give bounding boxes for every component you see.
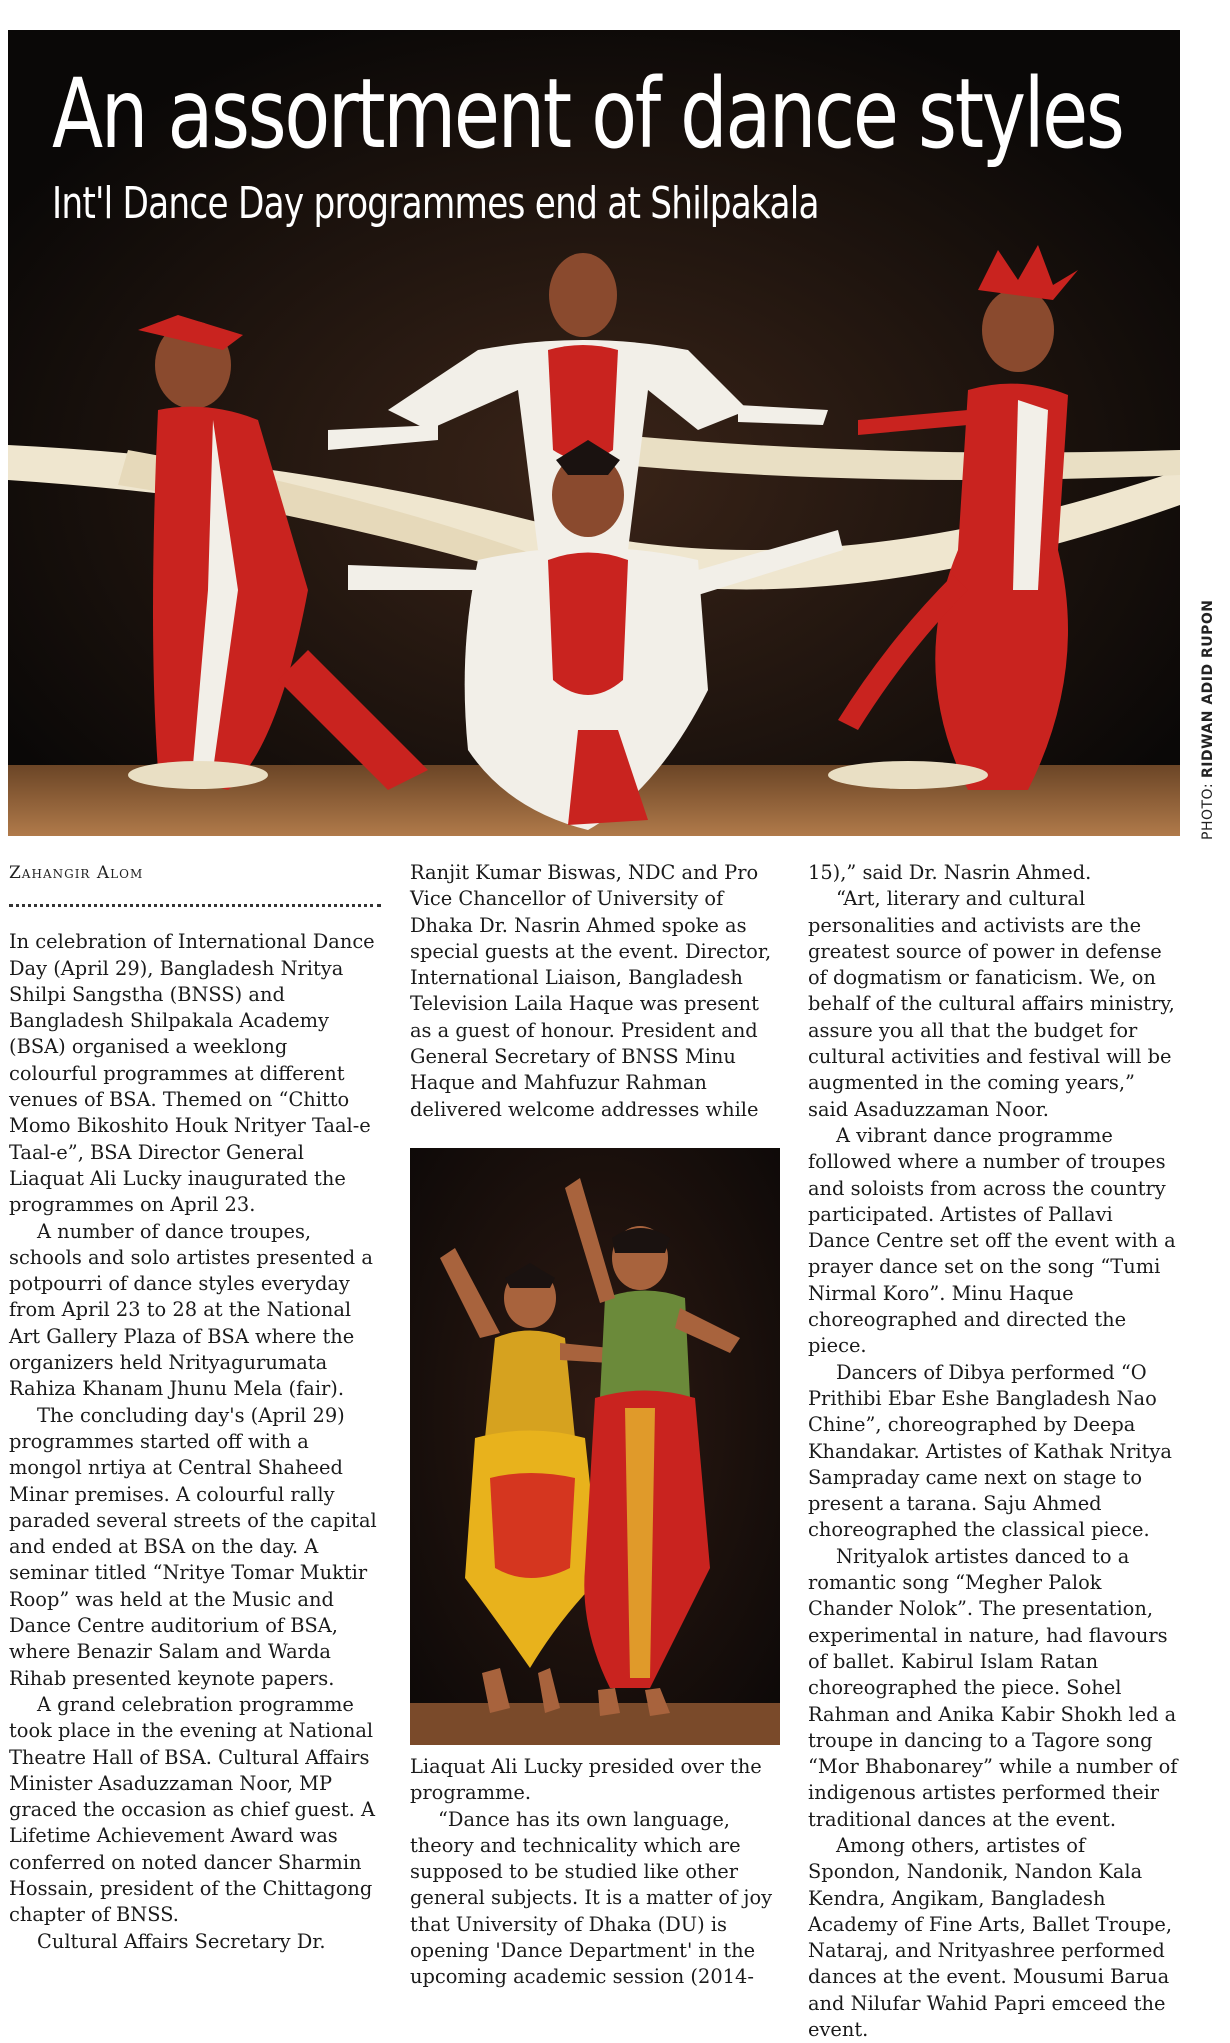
byline-divider: [9, 900, 381, 907]
hero-photo: [8, 30, 1180, 836]
photo-credit-name: RIDWAN ADID RUPON: [1200, 599, 1216, 779]
article-column-2-continued: [410, 1754, 785, 1991]
photo-credit-prefix: PHOTO:: [1200, 778, 1216, 840]
paragraph: In celebration of International Dance Day (April 29), Bangladesh Nritya Shilpi Sangstha (BNSS) and Bangladesh Shilpakala Academy (BSA) organised a weeklong colourful programmes at different venues of BSA. Themed on “Chitto Momo Bikoshito Houk Nrityer Taal-e Taal-e”, BSA Director General Liaquat Ali Lucky inaugurated the programmes on April 23.: [9, 930, 375, 1217]
article-column-3: [808, 860, 1180, 2043]
paragraph: A grand celebration programme took place in the evening at National Theatre Hall of BSA. Cultural Affairs Minister Asaduzzaman Noor, MP graced the occasion as chief guest. A Lifetime Achievement Award was conferred on noted dancer Sharmin Hossain, president of the Chittagong chapter of BNSS.: [9, 1692, 375, 1927]
paragraph: A number of dance troupes, schools and solo artistes presented a potpourri of dance styles everyday from April 23 to 28 at the National Art Gallery Plaza of BSA where the organizers held Nrityagurumata Rahiza Khanam Jhunu Mela (fair).: [9, 1219, 373, 1401]
paragraph: 15),” said Dr. Nasrin Ahmed.: [808, 861, 1092, 884]
paragraph: The concluding day's (April 29) programmes started off with a mongol nrtiya at Central Shaheed Minar premises. A colourful rally paraded several streets of the capital and ended at BSA on the day. A seminar titled “Nritye Tomar Muktir Roop” was held at the Music and Dance Centre auditorium of BSA, where Benazir Salam and Warda Rihab presented keynote papers.: [9, 1403, 377, 1690]
paragraph: Nrityalok artistes danced to a romantic song “Megher Palok Chander Nolok”. The presentation, experimental in nature, had flavours of ballet. Kabirul Islam Ratan choreographed the piece. Sohel Rahman and Anika Kabir Shokh led a troupe in dancing to a Tagore song “Mor Bhabonarey” while a number of indigenous artistes performed their traditional dances at the event.: [808, 1544, 1178, 1831]
paragraph: Among others, artistes of Spondon, Nandonik, Nandon Kala Kendra, Angikam, Bangladesh Academy of Fine Arts, Ballet Troupe, Nataraj, and Nrityashree performed dances at the event. Mousumi Barua and Nilufar Wahid Papri emceed the event.: [808, 1833, 1173, 2042]
article-column-1: [9, 860, 381, 1955]
paragraph: Ranjit Kumar Biswas, NDC and Pro Vice Chancellor of University of Dhaka Dr. Nasrin Ahmed spoke as special guests at the event. Director, International Liaison, Bangladesh Television Laila Haque was present as a guest of honour. President and General Secretary of BNSS Minu Haque and Mahfuzur Rahman delivered welcome addresses while: [410, 861, 772, 1121]
paragraph: “Art, literary and cultural personalities and activists are the greatest source of power in defense of dogmatism or fanaticism. We, on behalf of the cultural affairs ministry, assure you all that the budget for cultural activities and festival will be augmented in the coming years,” said Asaduzzaman Noor.: [808, 887, 1175, 1121]
subheadline: Int'l Dance Day programmes end at Shilpakala: [52, 178, 819, 229]
paragraph: “Dance has its own language, theory and technicality which are supposed to be studied like other general subjects. It is a matter of joy that University of Dhaka (DU) is opening 'Dance Department' in the upcoming academic session (2014-: [410, 1807, 773, 1989]
dancers-photo: [410, 1148, 780, 1745]
photo-credit: [1200, 599, 1216, 840]
headline: An assortment of dance styles: [52, 58, 1123, 170]
paragraph: Dancers of Dibya performed “O Prithibi Ebar Eshe Bangladesh Nao Chine”, choreographed by Deepa Khandakar. Artistes of Kathak Nritya Sampraday came next on stage to present a tarana. Saju Ahmed choreographed the classical piece.: [808, 1360, 1172, 1542]
paragraph: A vibrant dance programme followed where a number of troupes and soloists from across the country participated. Artistes of Pallavi Dance Centre set off the event with a prayer dance set on the song “Tumi Nirmal Koro”. Minu Haque choreographed and directed the piece.: [808, 1123, 1176, 1358]
byline: Zahangir Alom: [9, 863, 144, 883]
two-dancers-photo: [410, 1148, 780, 1745]
paragraph: Cultural Affairs Secretary Dr.: [37, 1929, 326, 1953]
article-column-2: [410, 860, 785, 1123]
paragraph: Liaquat Ali Lucky presided over the programme.: [410, 1755, 762, 1805]
